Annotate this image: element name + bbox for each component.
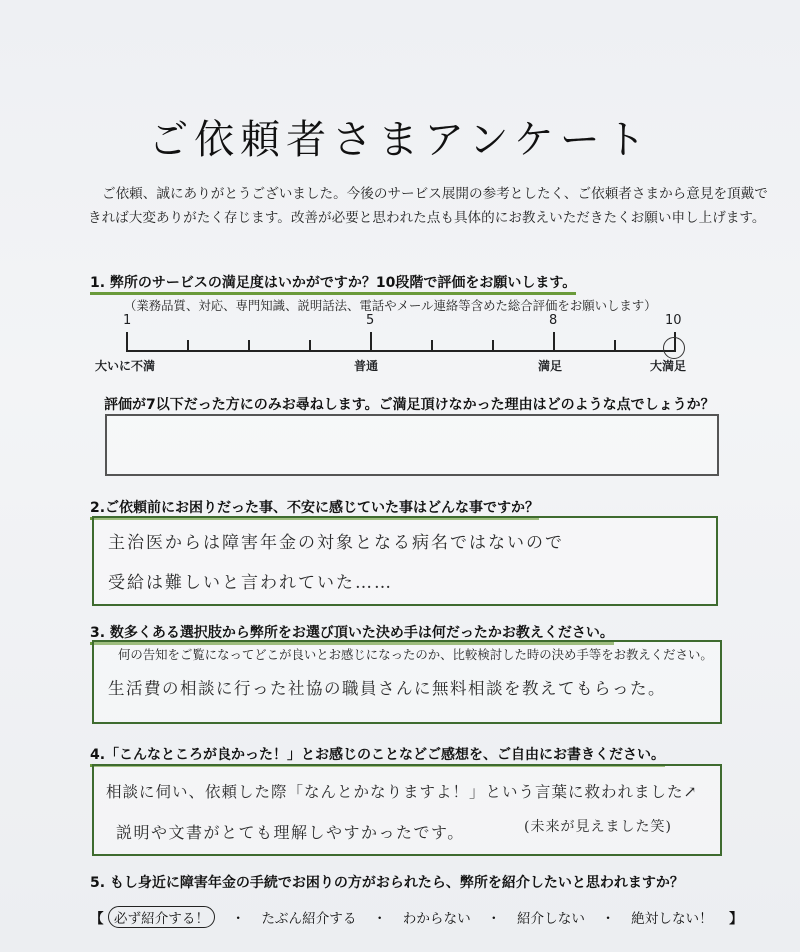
q3-heading-text: 3. 数多くある選択肢から弊所をお選び頂いた決め手は何だったかお教えください。: [90, 625, 614, 645]
scale-label: 大いに不満: [95, 359, 156, 373]
q1-heading-text: 1. 弊所のサービスの満足度はいかがですか？10段階で評価をお願いします。: [90, 275, 576, 295]
separator: ・: [372, 911, 387, 927]
separator: ・: [601, 911, 615, 927]
scale-tick[interactable]: [248, 340, 250, 352]
intro-text: ご依頼、誠にありがとうございました。今後のサービス展開の参考としたく、ご依頼者さまから意見を頂戴できれば大変ありがたく存じます。改善が必要と思われた点も具体的にお教えいただきたくお願い申し上げます。: [88, 186, 768, 226]
choice-dont-know[interactable]: わからない: [402, 911, 471, 927]
separator: ・: [231, 911, 245, 927]
q1-subtext: （業務品質、対応、専門知識、説明話法、電話やメール連絡等含めた総合評価をお願いします）: [124, 298, 657, 313]
q4-answer-note: (未来が見えました笑): [524, 819, 672, 835]
q2-answer-line: 受給は難しいと言われていた……: [108, 573, 393, 593]
choice-not-recommend[interactable]: 紹介しない: [516, 911, 585, 927]
scale-tick[interactable]: [492, 340, 494, 352]
scale-label: 普通: [354, 359, 379, 373]
scale-number: 5: [366, 313, 375, 328]
scale-tick[interactable]: [309, 340, 311, 352]
q2-heading-text: 2.ご依頼前にお困りだった事、不安に感じていた事はどんな事ですか？: [90, 500, 539, 520]
q5-heading: 5. もし身近に障害年金の手続でお困りの方がおられたら、弊所を紹介したいと思われますか？: [90, 875, 684, 891]
q4-answer-line: 相談に伺い、依頼した際「なんとかなりますよ！」という言葉に救われました↗: [106, 783, 698, 801]
q3-heading: [90, 622, 614, 642]
q3-prompt: 何の告知をご覧になってどこが良いとお感じになったのか、比較検討した時の決め手等をお教えください。: [118, 647, 713, 662]
choice-definitely-recommend[interactable]: 必ず紹介する！: [108, 906, 215, 928]
q2-answer-box[interactable]: [92, 516, 718, 606]
scale-label: 満足: [538, 359, 563, 373]
scale-number: 8: [549, 313, 558, 328]
scale-number: 10: [665, 313, 682, 328]
q3-answer: 生活費の相談に行った社協の職員さんに無料相談を教えてもらった。: [108, 679, 666, 698]
scale-label: 大満足: [650, 359, 687, 373]
scale-tick[interactable]: [126, 332, 128, 352]
scale-number: 1: [123, 313, 132, 328]
q4-answer-box[interactable]: [92, 764, 722, 856]
scale-tick[interactable]: [187, 340, 189, 352]
scale-tick[interactable]: [553, 332, 555, 352]
q4-answer-line: 説明や文書がとても理解しやすかったです。: [116, 823, 465, 842]
scale-tick[interactable]: [614, 340, 616, 352]
choice-never-recommend[interactable]: 絶対しない！: [631, 911, 713, 927]
q4-heading-text: 4.「こんなところが良かった！」とお感じのことなどご感想を、ご自由にお書きください。: [90, 747, 665, 767]
rating-scale-line: [126, 350, 676, 352]
scale-tick[interactable]: [431, 340, 433, 352]
q2-answer-line: 主治医からは障害年金の対象となる病名ではないので: [108, 533, 564, 553]
separator: ・: [487, 911, 501, 927]
bracket-open: 【: [90, 911, 104, 927]
q5-choices: [90, 906, 743, 928]
choice-probably-recommend[interactable]: たぶん紹介する: [261, 911, 357, 927]
selected-rating-circle: [663, 337, 685, 359]
scale-tick[interactable]: [370, 332, 372, 352]
q1-followup-answer-box[interactable]: [105, 414, 719, 476]
q1-heading: [90, 272, 576, 292]
q1-followup-heading: 評価が7以下だった方にのみお尋ねします。ご満足頂けなかった理由はどのような点でしょうか？: [104, 397, 715, 413]
q2-heading: [90, 497, 539, 517]
bracket-close: 】: [729, 911, 743, 927]
q4-heading: [90, 744, 665, 764]
page-title: ご依頼者さまアンケート: [148, 117, 652, 163]
